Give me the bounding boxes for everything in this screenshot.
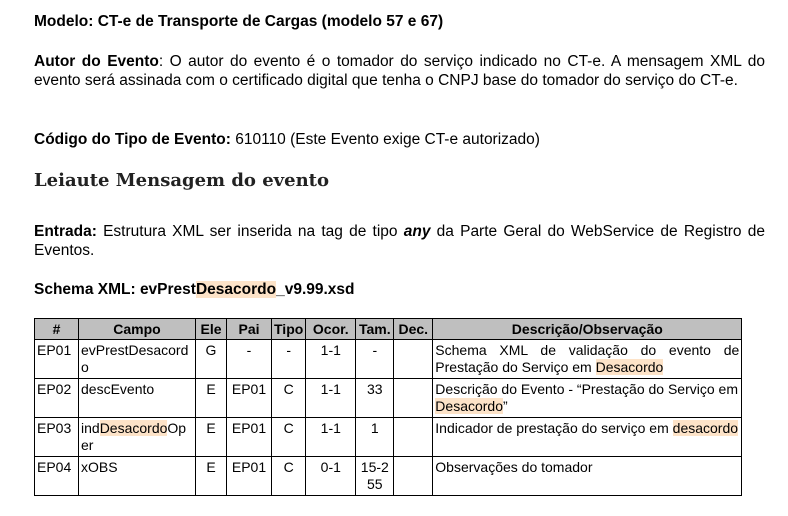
- cell-pai: EP01: [227, 379, 272, 418]
- cell-id: EP03: [35, 418, 79, 457]
- cell-pai: EP01: [227, 457, 272, 496]
- modelo-heading: Modelo: CT-e de Transporte de Cargas (modelo 57 e 67): [34, 13, 444, 30]
- cell-tam: 15-255: [356, 457, 394, 496]
- schema-title: [34, 281, 355, 299]
- col-header: Campo: [79, 319, 196, 340]
- desc-highlight: desacordo: [672, 420, 739, 436]
- desc-text: Descrição do Evento - “Prestação do Serviço em: [435, 381, 738, 397]
- col-header: Ele: [196, 319, 227, 340]
- col-header: Dec.: [394, 319, 433, 340]
- schema-prefix: Schema XML: evPrest: [34, 281, 196, 298]
- desc-text: Observações do tomador: [435, 459, 593, 475]
- desc-highlight: Desacordo: [435, 398, 503, 414]
- cell-desc: [433, 340, 742, 379]
- cell-ocor: 0-1: [306, 457, 356, 496]
- cell-tipo: C: [272, 379, 306, 418]
- cell-campo: descEvento: [79, 379, 196, 418]
- cell-dec: [394, 379, 433, 418]
- cell-ocor: 1-1: [306, 379, 356, 418]
- codigo-text: 610110 (Este Evento exige CT-e autorizado): [230, 131, 540, 148]
- fields-table: [34, 318, 742, 496]
- cell-pai: EP01: [227, 418, 272, 457]
- schema-suffix: _v9.99.xsd: [276, 281, 355, 298]
- cell-dec: [394, 418, 433, 457]
- cell-tam: 1: [356, 418, 394, 457]
- cell-campo: [79, 340, 196, 379]
- codigo-paragraph: [34, 130, 765, 149]
- campo-text-after: Oper: [81, 420, 187, 453]
- cell-tipo: -: [272, 340, 306, 379]
- cell-id: EP02: [35, 379, 79, 418]
- table-row: [35, 418, 742, 457]
- cell-ele: G: [196, 340, 227, 379]
- cell-ocor: 1-1: [306, 418, 356, 457]
- cell-id: EP01: [35, 340, 79, 379]
- codigo-label: Código do Tipo de Evento:: [34, 131, 231, 148]
- entrada-paragraph: [34, 222, 765, 260]
- cell-tam: 33: [356, 379, 394, 418]
- col-header: Tipo: [272, 319, 306, 340]
- schema-highlight: Desacordo: [195, 281, 277, 298]
- col-header: Descrição/Observação: [433, 319, 742, 340]
- entrada-emph: any: [403, 223, 431, 240]
- table-row: [35, 379, 742, 418]
- autor-label: Autor do Evento: [34, 53, 159, 70]
- cell-ele: E: [196, 379, 227, 418]
- cell-dec: [394, 457, 433, 496]
- cell-campo: [79, 418, 196, 457]
- desc-highlight: Desacordo: [595, 359, 664, 375]
- autor-text: : O autor do evento é o tomador do serviço indicado no CT-e. A mensagem XML do evento será assinada com o certificado digital que tenha o CNPJ base do tomador do serviço do CT-e.: [34, 53, 765, 89]
- entrada-text-after: da Parte Geral do WebService de Registro de Eventos.: [34, 223, 765, 259]
- cell-ocor: 1-1: [306, 340, 356, 379]
- col-header: Pai: [227, 319, 272, 340]
- campo-text: ind: [81, 420, 100, 436]
- leiaute-title: Leiaute Mensagem do evento: [34, 170, 329, 191]
- cell-dec: [394, 340, 433, 379]
- cell-desc: [433, 418, 742, 457]
- table-row: [35, 340, 742, 379]
- cell-desc: [433, 379, 742, 418]
- cell-ele: E: [196, 418, 227, 457]
- cell-desc: [433, 457, 742, 496]
- autor-paragraph: [34, 52, 765, 90]
- cell-id: EP04: [35, 457, 79, 496]
- cell-tipo: C: [272, 418, 306, 457]
- cell-campo: xOBS: [79, 457, 196, 496]
- desc-text: Indicador de prestação do serviço em: [435, 420, 673, 436]
- cell-ele: E: [196, 457, 227, 496]
- cell-pai: -: [227, 340, 272, 379]
- desc-text: Schema XML de validação do evento de Prestação do Serviço em: [435, 342, 740, 375]
- cell-tipo: C: [272, 457, 306, 496]
- campo-text: evPrestDesacordo: [81, 342, 189, 375]
- entrada-label: Entrada:: [34, 223, 97, 240]
- col-header: #: [35, 319, 79, 340]
- table-row: [35, 457, 742, 496]
- campo-highlight: Desacordo: [99, 420, 168, 436]
- col-header: Ocor.: [306, 319, 356, 340]
- desc-text-after: ”: [503, 398, 508, 414]
- table-header-row: [35, 319, 742, 340]
- col-header: Tam.: [356, 319, 394, 340]
- cell-tam: -: [356, 340, 394, 379]
- entrada-text-before: Estrutura XML ser inserida na tag de tipo: [96, 223, 404, 240]
